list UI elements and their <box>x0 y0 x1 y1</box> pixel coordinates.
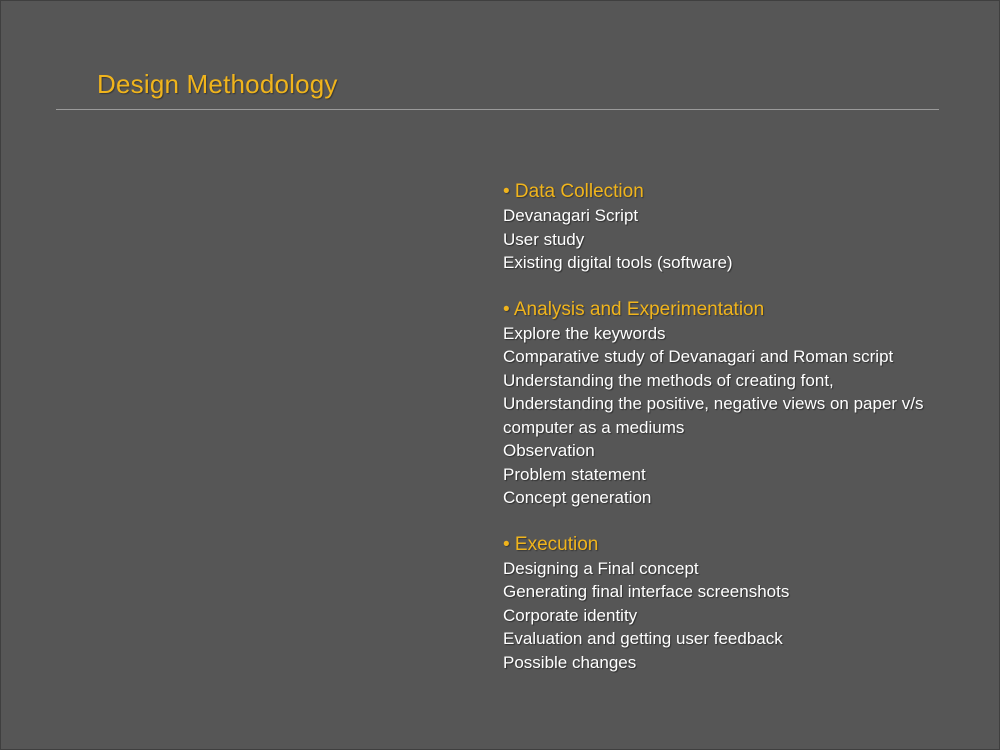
section-heading: • Execution <box>503 533 599 555</box>
list-item: Possible changes <box>503 652 637 672</box>
list-item: Generating final interface screenshots <box>503 582 790 601</box>
list-item: Concept generation <box>503 488 652 507</box>
list-item: Designing a Final concept <box>503 558 699 578</box>
list-item: Devanagari Script <box>503 206 639 225</box>
list-item: computer as a mediums <box>503 417 685 437</box>
title-divider <box>56 109 939 110</box>
section-heading: • Data Collection <box>503 181 644 202</box>
section-analysis-experimentation <box>503 297 963 510</box>
methodology-content <box>503 179 963 674</box>
section-data-collection <box>503 179 963 275</box>
list-item: Evaluation and getting user feedback <box>503 629 783 648</box>
list-item: User study <box>503 229 585 249</box>
list-item: Existing digital tools (software) <box>503 253 733 272</box>
list-item: Understanding the methods of creating font, <box>503 370 834 390</box>
slide-title: Design Methodology <box>97 69 338 99</box>
list-item: Problem statement <box>503 464 646 484</box>
list-item: Explore the keywords <box>503 323 666 343</box>
list-item: Observation <box>503 441 595 460</box>
list-item: Corporate identity <box>503 605 638 625</box>
list-item: Comparative study of Devanagari and Roman script <box>503 347 894 366</box>
list-item: Understanding the positive, negative views on paper v/s <box>503 394 924 413</box>
section-execution <box>503 532 963 675</box>
section-heading: • Analysis and Experimentation <box>503 298 765 320</box>
